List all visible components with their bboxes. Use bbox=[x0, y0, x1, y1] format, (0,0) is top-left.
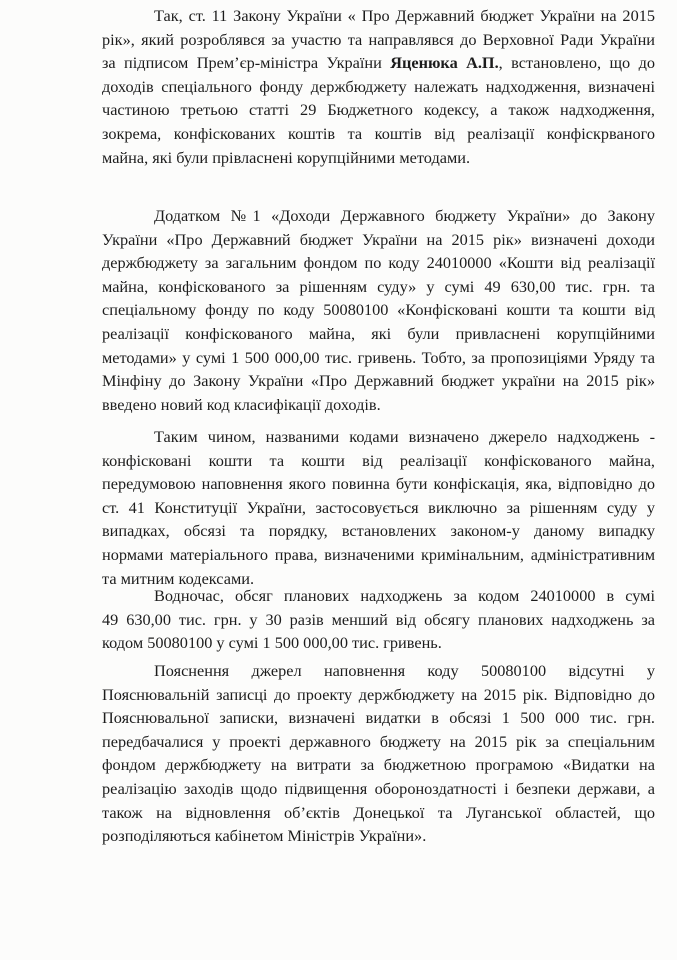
text-line: зокрема, конфіскованих коштів та коштів від реалізації конфіскрваного bbox=[102, 123, 655, 143]
text-line: Пояснювальної записки, визначені видатки в обсязі 1 500 000 тис. грн. bbox=[102, 708, 655, 728]
text-line: рік», який розроблявся за участю та направлявся до Верховної Ради України bbox=[102, 29, 655, 49]
text-line: Мінфіну до Закону України «Про Державний бюджет україни на 2015 рік» bbox=[102, 371, 655, 391]
text-segment: , встановлено, що до bbox=[498, 53, 655, 73]
text-line: доходів спеціального фонду держбюджету належать надходження, визначені bbox=[102, 76, 655, 96]
text-line: 49 630,00 тис. грн. у 30 разів менший від обсягу планових надходжень за bbox=[102, 609, 655, 629]
text-line: розподіляються кабінетом Міністрів України». bbox=[102, 826, 427, 846]
text-line: України «Про Державний бюджет України на 2015 рік» визначені доходи bbox=[102, 229, 655, 249]
text-line: передумовою наповнення якого повинна бути конфіскація, яка, відповідно до bbox=[102, 474, 655, 494]
paragraph-appendix-1 bbox=[102, 204, 655, 416]
text-segment: за підписом Прем’єр-міністра України bbox=[102, 53, 391, 73]
text-line: Водночас, обсяг планових надходжень за кодом 24010000 в сумі bbox=[154, 586, 655, 605]
text-line: Пояснювальній записці до проекту держбюджету на 2015 рік. Відповідно до bbox=[102, 684, 655, 704]
text-line: Так, ст. 11 Закону України « Про Державний бюджет України на 2015 bbox=[154, 6, 655, 25]
paragraph-article-11 bbox=[102, 4, 655, 169]
text-line: Пояснення джерел наповнення коду 50080100 відсутні у bbox=[154, 661, 655, 680]
text-line: конфісковані кошти та кошти від реалізації конфіскованого майна, bbox=[102, 450, 655, 470]
text-line: Додатком №1 «Доходи Державного бюджету України» до Закону bbox=[154, 206, 655, 225]
text-line: держбюджету за загальним фондом по коду 24010000 «Кошти від реалізації bbox=[102, 253, 655, 273]
text-line: введено новий код класифікації доходів. bbox=[102, 394, 381, 414]
text-line-with-name bbox=[102, 51, 655, 75]
text-line: методами» у сумі 1 500 000,00 тис. гривень. Тобто, за пропозиціями Уряду та bbox=[102, 347, 655, 367]
bold-name: Яценюка А.П. bbox=[390, 53, 499, 73]
text-line: майна, конфіскованого за рішенням суду» у сумі 49 630,00 тис. грн. та bbox=[102, 276, 655, 296]
text-line: також на відновлення об’єктів Донецької та Луганської областей, що bbox=[102, 802, 655, 822]
text-line: випадках, обсязі та порядку, встановлених законом-у даному випадку bbox=[102, 521, 655, 541]
text-line: реалізацію заходів щодо підвищення обороноздатності і безпеки держави, а bbox=[102, 778, 655, 798]
text-line: фондом держбюджету на витрати за бюджетною програмою «Видатки на bbox=[102, 755, 655, 775]
paragraph-explanatory-note bbox=[102, 659, 655, 848]
text-line: спеціальному фонду по коду 50080100 «Конфісковані кошти та кошти від bbox=[102, 300, 655, 320]
paragraph-income-sources bbox=[102, 425, 655, 590]
text-line: майна, які були прівласнені корупційними методами. bbox=[102, 147, 471, 167]
text-line: частиною третьою статті 29 Бюджетного кодексу, а також надходження, bbox=[102, 100, 655, 120]
text-line: Таким чином, названими кодами визначено джерело надходжень - bbox=[154, 427, 655, 446]
text-line: кодом 50080100 у сумі 1 500 000,00 тис. гривень. bbox=[102, 633, 442, 653]
text-line: передбачалися у проекті державного бюджету на 2015 рік за спеціальним bbox=[102, 731, 655, 751]
text-line: нормами матеріального права, визначеними кримінальним, адміністративним bbox=[102, 544, 655, 564]
text-line: та митним кодексами. bbox=[102, 568, 255, 588]
paragraph-planned-revenue bbox=[102, 584, 655, 655]
text-line: реалізації конфіскованого майна, які були привласнені корупційними bbox=[102, 323, 655, 343]
text-line: ст. 41 Конституції України, застосовується виключно за рішенням суду у bbox=[102, 497, 655, 517]
